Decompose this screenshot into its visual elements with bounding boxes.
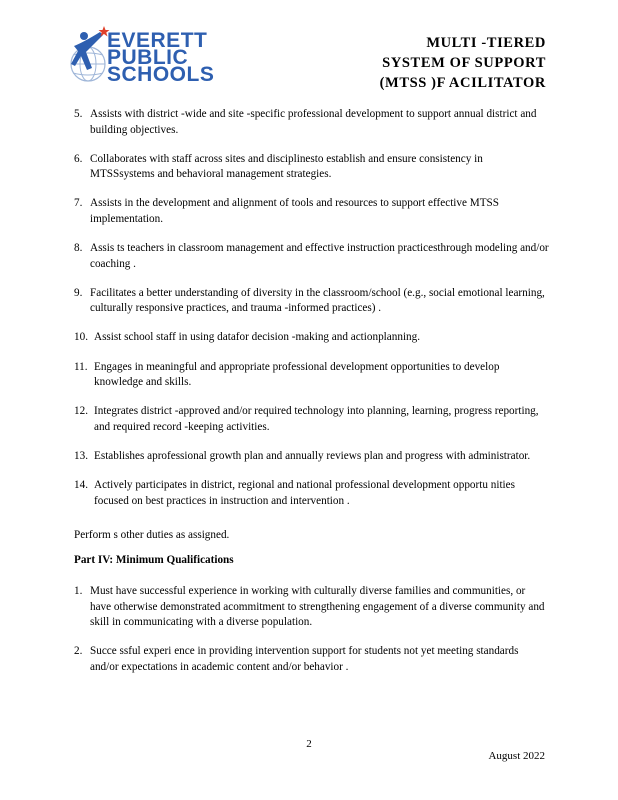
item-number: 6.: [74, 152, 83, 165]
title-line-1: MULTI -TIERED: [426, 35, 546, 51]
list-item: [74, 196, 549, 227]
item-text: Collaborates with staff across sites and disciplinesto establish and ensure consistency in MTSSsystems and behavioral management strategies.: [90, 152, 483, 181]
item-text: Assists in the development and alignment of tools and resources to support effective MTSS implementation.: [90, 197, 499, 225]
logo-line-3: SCHOOLS: [107, 63, 215, 86]
item-text: Engages in meaningful and appropriate professional development opportunities to develop knowledge and skills.: [94, 360, 500, 389]
item-number: 8.: [74, 242, 83, 255]
logo-line-1: EVERETT: [107, 29, 208, 52]
list-item: [74, 478, 549, 509]
list-item: [74, 286, 549, 317]
list-item: [74, 152, 549, 183]
page-number: 2: [306, 738, 312, 750]
item-number: 7.: [74, 197, 83, 210]
footer-date: August 2022: [488, 750, 545, 762]
item-number: 14.: [74, 479, 88, 491]
item-number: 5.: [74, 108, 83, 120]
item-text: Facilitates a better understanding of diversity in the classroom/school (e.g., social emotional learning, culturally responsive practices, and trauma -informed practices) .: [90, 286, 545, 315]
logo-line-2: PUBLIC: [107, 46, 189, 69]
item-number: 13.: [74, 449, 88, 462]
list-item: [74, 330, 549, 346]
item-number: 10.: [74, 331, 88, 344]
item-number: 9.: [74, 286, 83, 299]
item-text: Establishes aprofessional growth plan and annually reviews plan and progress with administrator.: [94, 449, 531, 462]
duties-list: [74, 107, 549, 523]
list-item: [74, 241, 549, 272]
list-item: [74, 449, 549, 465]
item-text: Actively participates in district, regional and national professional development opportu nities focused on best practices in instruction and intervention .: [94, 479, 515, 507]
other-duties-text: Perform s other duties as assigned.: [74, 529, 230, 541]
item-text: Must have successful experience in working with culturally diverse families and communities, or have otherwise demonstrated acommitment to strengthening engagement of a diverse community and skill in communicating with a diverse population.: [90, 585, 545, 629]
list-item: [74, 107, 549, 138]
qualifications-list: [74, 584, 549, 689]
title-line-2: SYSTEM OF SUPPORT: [382, 55, 546, 71]
district-logo: [70, 24, 250, 94]
item-number: 1.: [74, 585, 83, 597]
title-line-3: (MTSS )F ACILITATOR: [379, 75, 546, 91]
list-item: [74, 584, 549, 631]
item-number: 11.: [74, 360, 88, 373]
list-item: [74, 644, 549, 675]
item-number: 12.: [74, 405, 88, 418]
item-text: Assis ts teachers in classroom management and effective instruction practicesthrough modeling and/or coaching .: [90, 242, 549, 270]
item-text: Assists with district -wide and site -specific professional development to support annual district and building objectives.: [90, 108, 537, 136]
globe-figure-icon: [70, 24, 110, 94]
list-item: [74, 404, 549, 435]
logo-wordmark: [107, 29, 215, 86]
section-heading: Part IV: Minimum Qualifications: [74, 554, 234, 566]
item-text: Integrates district -approved and/or required technology into planning, learning, progress reporting, and required record -keeping activities.: [94, 405, 539, 433]
item-text: Assist school staff in using datafor decision -making and actionplanning.: [94, 331, 421, 344]
list-item: [74, 360, 549, 391]
document-title: [380, 33, 546, 93]
item-number: 2.: [74, 645, 83, 658]
item-text: Succe ssful experi ence in providing intervention support for students not yet meeting standards and/or expectations in academic content and/or behavior .: [90, 645, 519, 673]
